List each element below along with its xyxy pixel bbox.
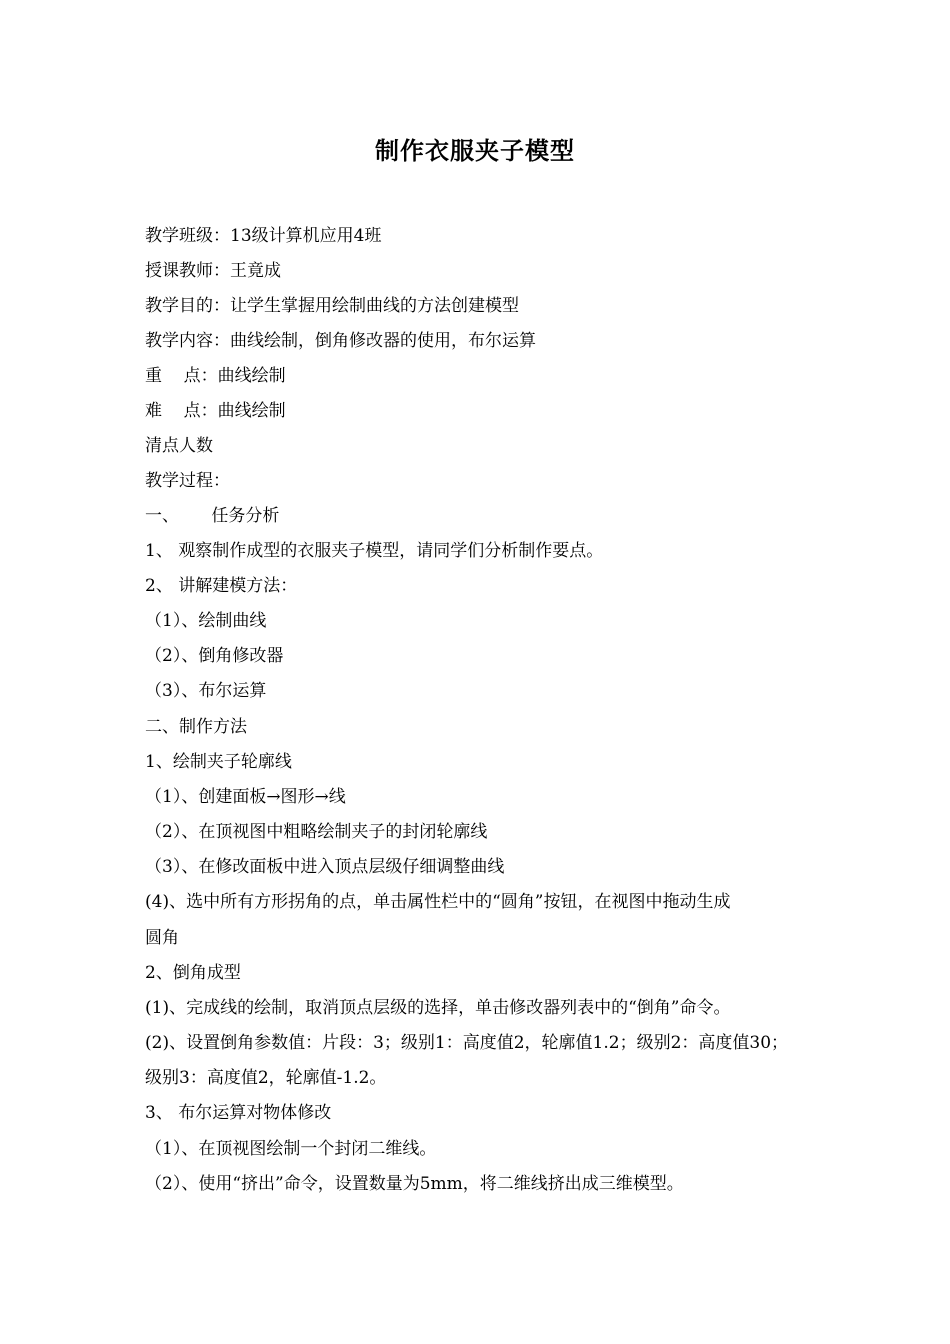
list-item: 1、 观察制作成型的衣服夹子模型，请同学们分析制作要点。 xyxy=(145,541,604,561)
section-two-heading: 二、制作方法 xyxy=(145,717,247,737)
subsection-heading: 3、 布尔运算对物体修改 xyxy=(145,1103,332,1123)
list-item: （3）、布尔运算 xyxy=(145,681,267,701)
process-heading: 教学过程： xyxy=(145,471,230,491)
content-line: 教学内容：曲线绘制，倒角修改器的使用，布尔运算 xyxy=(145,331,536,351)
list-item: (2)、设置倒角参数值：片段：3；级别1：高度值2，轮廓值1.2；级别2：高度值30； xyxy=(145,1033,789,1053)
teacher-line: 授课教师：王竟成 xyxy=(145,261,281,281)
list-item: （1）、绘制曲线 xyxy=(145,611,267,631)
section-one-heading: 一、 任务分析 xyxy=(145,506,280,526)
list-item-continuation: 圆角 xyxy=(145,928,179,948)
list-item: （2）、在顶视图中粗略绘制夹子的封闭轮廓线 xyxy=(145,822,488,842)
key-point-line: 重 点：曲线绘制 xyxy=(145,366,286,386)
objective-line: 教学目的：让学生掌握用绘制曲线的方法创建模型 xyxy=(145,296,519,316)
subsection-heading: 2、倒角成型 xyxy=(145,963,241,983)
list-item-continuation: 级别3：高度值2，轮廓值-1.2。 xyxy=(145,1068,387,1088)
subsection-heading: 1、绘制夹子轮廓线 xyxy=(145,752,292,772)
list-item: （2）、倒角修改器 xyxy=(145,646,284,666)
list-item: 2、 讲解建模方法： xyxy=(145,576,298,596)
attendance-line: 清点人数 xyxy=(145,436,213,456)
list-item: (4)、选中所有方形拐角的点，单击属性栏中的“圆角”按钮，在视图中拖动生成 xyxy=(145,892,731,912)
list-item: （3）、在修改面板中进入顶点层级仔细调整曲线 xyxy=(145,857,505,877)
document-title: 制作衣服夹子模型 xyxy=(375,137,575,165)
difficult-point-line: 难 点：曲线绘制 xyxy=(145,401,286,421)
list-item: （1）、创建面板→图形→线 xyxy=(145,787,346,807)
list-item: (1)、完成线的绘制，取消顶点层级的选择，单击修改器列表中的“倒角”命令。 xyxy=(145,998,731,1018)
list-item: （2）、使用“挤出”命令，设置数量为5mm，将二维线挤出成三维模型。 xyxy=(145,1174,684,1194)
list-item: （1）、在顶视图绘制一个封闭二维线。 xyxy=(145,1139,437,1159)
class-info-line: 教学班级：13级计算机应用4班 xyxy=(145,226,382,246)
